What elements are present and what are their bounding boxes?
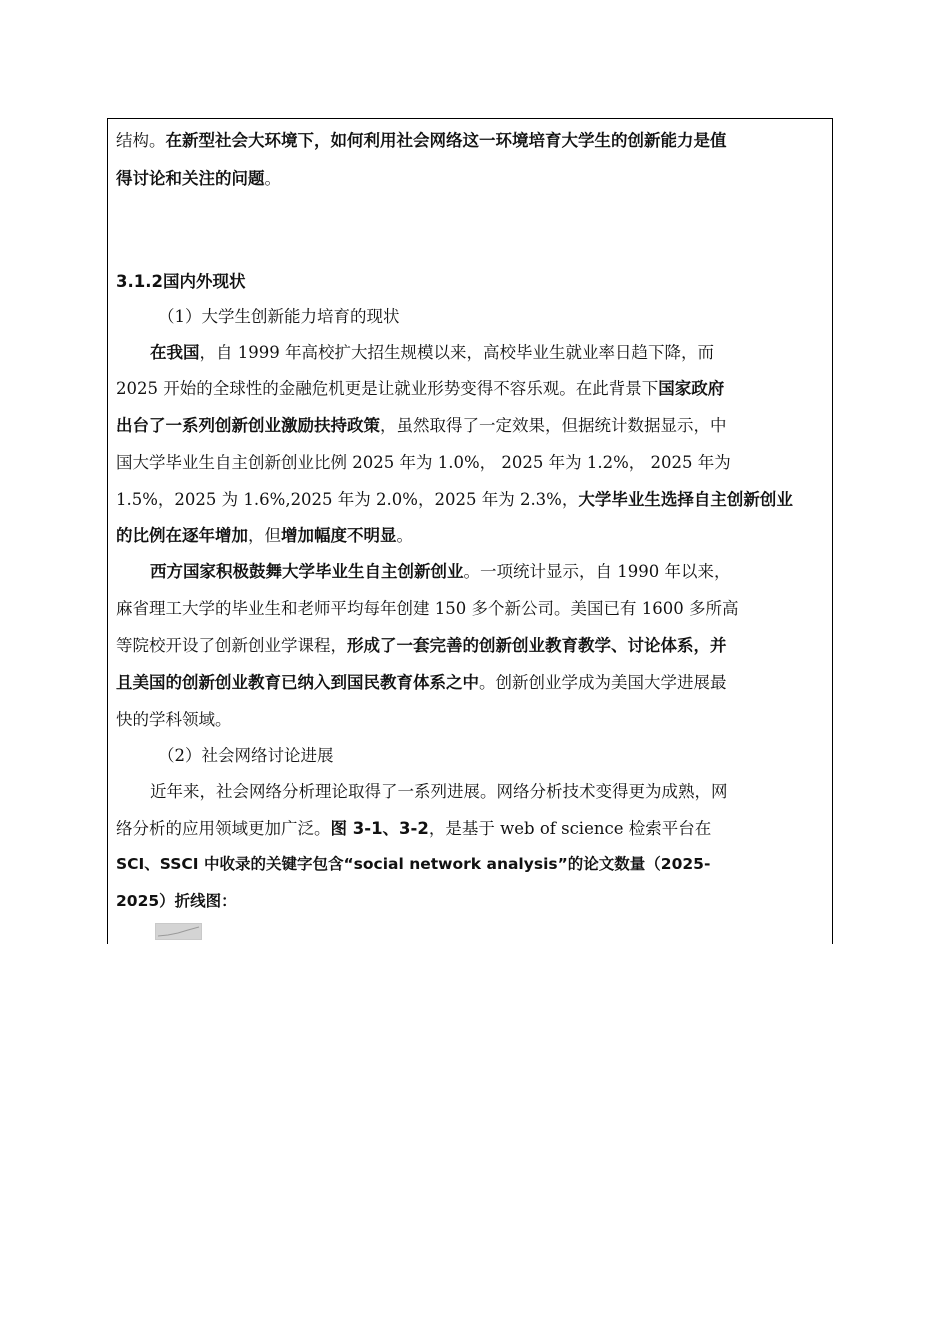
text-run: 。一项统计显示，自 1990 年以来， [463,562,731,581]
bold-text-run: 大学毕业生选择自主创新创业 [578,490,793,509]
text-run: ，是基于 web of science 检索平台在 [428,819,712,838]
text-run: ，自 1999 年高校扩大招生规模以来，高校毕业生就业率日趋下降，而 [199,343,714,362]
section-heading: 3.1.2国内外现状 [116,272,246,291]
text-run: 2025 开始的全球性的金融危机更是让就业形势变得不容乐观。在此背景下 [116,379,659,398]
bold-text-run: 在我国 [150,343,200,362]
bold-text-run: 国家政府 [658,379,725,398]
line-chart-thumbnail [155,923,202,940]
bold-text-run: 得讨论和关注的问题 [116,169,265,188]
paragraph-line [116,127,828,151]
text-run: 1.5%，2025 为 1.6%,2025 年为 2.0%，2025 年为 2.3%， [116,490,579,509]
paragraph-line [116,486,828,510]
paragraph-line [116,632,828,656]
subsection-heading: （1）大学生创新能力培育的现状 [158,307,400,326]
text-run: 。 [264,169,281,188]
paragraph-line: 近年来，社会网络分析理论取得了一系列进展。网络分析技术变得更为成熟，网 [150,782,728,801]
bold-text-run: 图 3-1、3-2 [330,819,429,838]
bold-text-run: 且美国的创新创业教育已纳入到国民教育体系之中 [116,673,479,692]
text-run: ，虽然取得了一定效果，但据统计数据显示，中 [380,416,727,435]
bold-text-run: 的比例在逐年增加 [116,526,248,545]
paragraph-line [150,339,828,363]
bold-text-run: 在新型社会大环境下，如何利用社会网络这一环境培育大学生的创新能力是值 [165,131,727,150]
text-run: 。 [396,526,413,545]
bold-text-run: 西方国家积极鼓舞大学毕业生自主创新创业 [150,562,464,581]
text-run: ，但 [248,526,281,545]
bold-text-run: 形成了一套完善的创新创业教育教学、讨论体系，并 [347,636,727,655]
paragraph-line: 2025）折线图： [116,892,237,910]
text-run: 等院校开设了创新创业学课程， [116,636,347,655]
text-run: 结构。 [116,131,166,150]
paragraph-line [150,558,828,582]
subsection-heading: （2）社会网络讨论进展 [158,746,334,765]
paragraph-line [116,669,828,693]
paragraph-line [116,522,828,546]
paragraph-line [116,165,828,189]
paragraph-line [116,815,828,839]
paragraph-line [116,412,828,436]
paragraph-line: 国大学毕业生自主创新创业比例 2025 年为 1.0%， 2025 年为 1.2%， 2025 年为 [116,453,731,472]
text-run: 络分析的应用领域更加广泛。 [116,819,331,838]
paragraph-line [116,375,828,399]
paragraph-line: 快的学科领域。 [116,710,232,729]
paragraph-line: 麻省理工大学的毕业生和老师平均每年创建 150 多个新公司。美国已有 1600 多所高 [116,599,739,618]
paragraph-line: SCI、SSCI 中收录的关键字包含“social network analysis”的论文数量（2025- [116,855,711,873]
bold-text-run: 增加幅度不明显 [281,526,397,545]
text-run: 。创新创业学成为美国大学进展最 [479,673,727,692]
bold-text-run: 出台了一系列创新创业激励扶持政策 [116,416,380,435]
chart-thumbnail-graphic [156,924,201,939]
